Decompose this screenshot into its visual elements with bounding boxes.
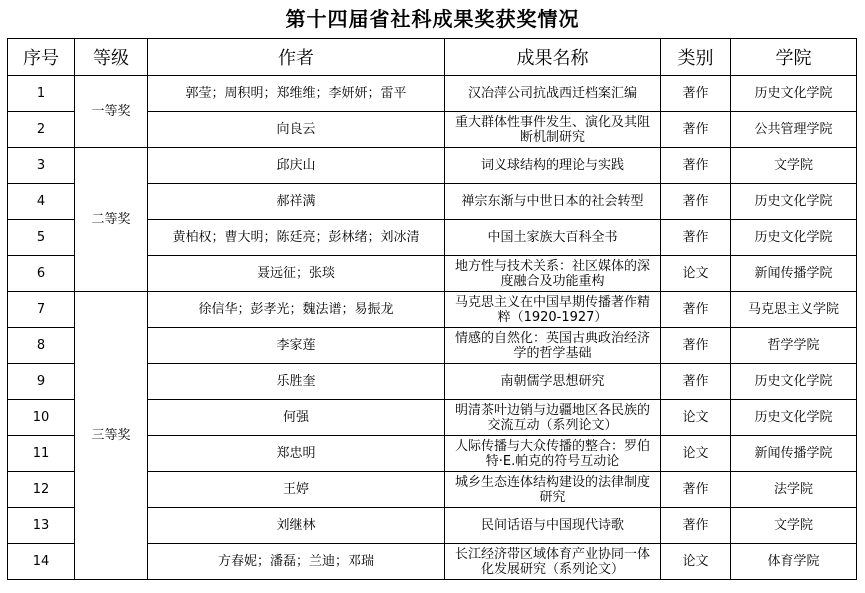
row-category: 论文 xyxy=(661,544,731,580)
row-author: 向良云 xyxy=(148,112,445,148)
row-author: 方春妮；潘磊；兰迪；邓瑞 xyxy=(148,544,445,580)
row-college: 历史文化学院 xyxy=(731,76,857,112)
row-author: 刘继林 xyxy=(148,508,445,544)
row-work: 汉冶萍公司抗战西迁档案汇编 xyxy=(445,76,661,112)
row-college: 历史文化学院 xyxy=(731,220,857,256)
row-author: 郑忠明 xyxy=(148,436,445,472)
row-seq: 12 xyxy=(8,472,75,508)
row-work: 南朝儒学思想研究 xyxy=(445,364,661,400)
table-header-row xyxy=(8,39,857,76)
row-category: 著作 xyxy=(661,148,731,184)
row-work: 词义球结构的理论与实践 xyxy=(445,148,661,184)
row-category: 著作 xyxy=(661,76,731,112)
header-work: 成果名称 xyxy=(445,39,661,76)
row-college: 历史文化学院 xyxy=(731,184,857,220)
row-work: 马克思主义在中国早期传播著作精粹（1920-1927） xyxy=(445,292,661,328)
row-seq: 5 xyxy=(8,220,75,256)
row-category: 著作 xyxy=(661,328,731,364)
row-author: 聂远征；张琰 xyxy=(148,256,445,292)
row-college: 体育学院 xyxy=(731,544,857,580)
row-seq: 7 xyxy=(8,292,75,328)
row-author: 李家莲 xyxy=(148,328,445,364)
row-work: 城乡生态连体结构建设的法律制度研究 xyxy=(445,472,661,508)
row-college: 文学院 xyxy=(731,508,857,544)
row-seq: 1 xyxy=(8,76,75,112)
row-seq: 13 xyxy=(8,508,75,544)
row-work: 人际传播与大众传播的整合：罗伯特·E.帕克的符号互动论 xyxy=(445,436,661,472)
row-author: 郭莹；周积明；郑维维；李妍妍；雷平 xyxy=(148,76,445,112)
header-grade: 等级 xyxy=(75,39,148,76)
row-seq: 14 xyxy=(8,544,75,580)
row-author: 王婷 xyxy=(148,472,445,508)
row-category: 著作 xyxy=(661,292,731,328)
row-work: 重大群体性事件发生、演化及其阻断机制研究 xyxy=(445,112,661,148)
row-category: 著作 xyxy=(661,184,731,220)
table-row xyxy=(8,148,857,184)
row-college: 新闻传播学院 xyxy=(731,256,857,292)
grade-first: 一等奖 xyxy=(75,76,148,148)
row-author: 黄柏权；曹大明；陈廷亮；彭林绪；刘冰清 xyxy=(148,220,445,256)
header-seq: 序号 xyxy=(8,39,75,76)
row-seq: 6 xyxy=(8,256,75,292)
row-seq: 3 xyxy=(8,148,75,184)
row-college: 公共管理学院 xyxy=(731,112,857,148)
row-seq: 11 xyxy=(8,436,75,472)
header-category: 类别 xyxy=(661,39,731,76)
awards-table xyxy=(7,38,857,580)
row-work: 禅宗东渐与中世日本的社会转型 xyxy=(445,184,661,220)
grade-second: 二等奖 xyxy=(75,148,148,292)
row-category: 著作 xyxy=(661,220,731,256)
row-college: 文学院 xyxy=(731,148,857,184)
row-author: 乐胜奎 xyxy=(148,364,445,400)
row-author: 邱庆山 xyxy=(148,148,445,184)
row-category: 著作 xyxy=(661,364,731,400)
table-row xyxy=(8,76,857,112)
header-college: 学院 xyxy=(731,39,857,76)
row-work: 情感的自然化：英国古典政治经济学的哲学基础 xyxy=(445,328,661,364)
row-category: 论文 xyxy=(661,436,731,472)
row-college: 哲学学院 xyxy=(731,328,857,364)
row-category: 著作 xyxy=(661,112,731,148)
row-college: 历史文化学院 xyxy=(731,364,857,400)
table-row xyxy=(8,292,857,328)
row-category: 著作 xyxy=(661,508,731,544)
header-author: 作者 xyxy=(148,39,445,76)
page-title: 第十四届省社科成果奖获奖情况 xyxy=(285,7,580,31)
row-category: 论文 xyxy=(661,256,731,292)
row-college: 历史文化学院 xyxy=(731,400,857,436)
row-work: 中国土家族大百科全书 xyxy=(445,220,661,256)
row-college: 法学院 xyxy=(731,472,857,508)
row-work: 地方性与技术关系：社区媒体的深度融合及功能重构 xyxy=(445,256,661,292)
row-author: 何强 xyxy=(148,400,445,436)
row-seq: 8 xyxy=(8,328,75,364)
row-seq: 2 xyxy=(8,112,75,148)
row-category: 著作 xyxy=(661,472,731,508)
row-author: 郝祥满 xyxy=(148,184,445,220)
row-seq: 4 xyxy=(8,184,75,220)
row-author: 徐信华；彭孝光；魏法谱；易振龙 xyxy=(148,292,445,328)
row-work: 长江经济带区域体育产业协同一体化发展研究（系列论文） xyxy=(445,544,661,580)
row-work: 明清茶叶边销与边疆地区各民族的交流互动（系列论文） xyxy=(445,400,661,436)
row-category: 论文 xyxy=(661,400,731,436)
row-work: 民间话语与中国现代诗歌 xyxy=(445,508,661,544)
row-college: 新闻传播学院 xyxy=(731,436,857,472)
row-seq: 10 xyxy=(8,400,75,436)
row-seq: 9 xyxy=(8,364,75,400)
row-college: 马克思主义学院 xyxy=(731,292,857,328)
grade-third: 三等奖 xyxy=(75,292,148,580)
